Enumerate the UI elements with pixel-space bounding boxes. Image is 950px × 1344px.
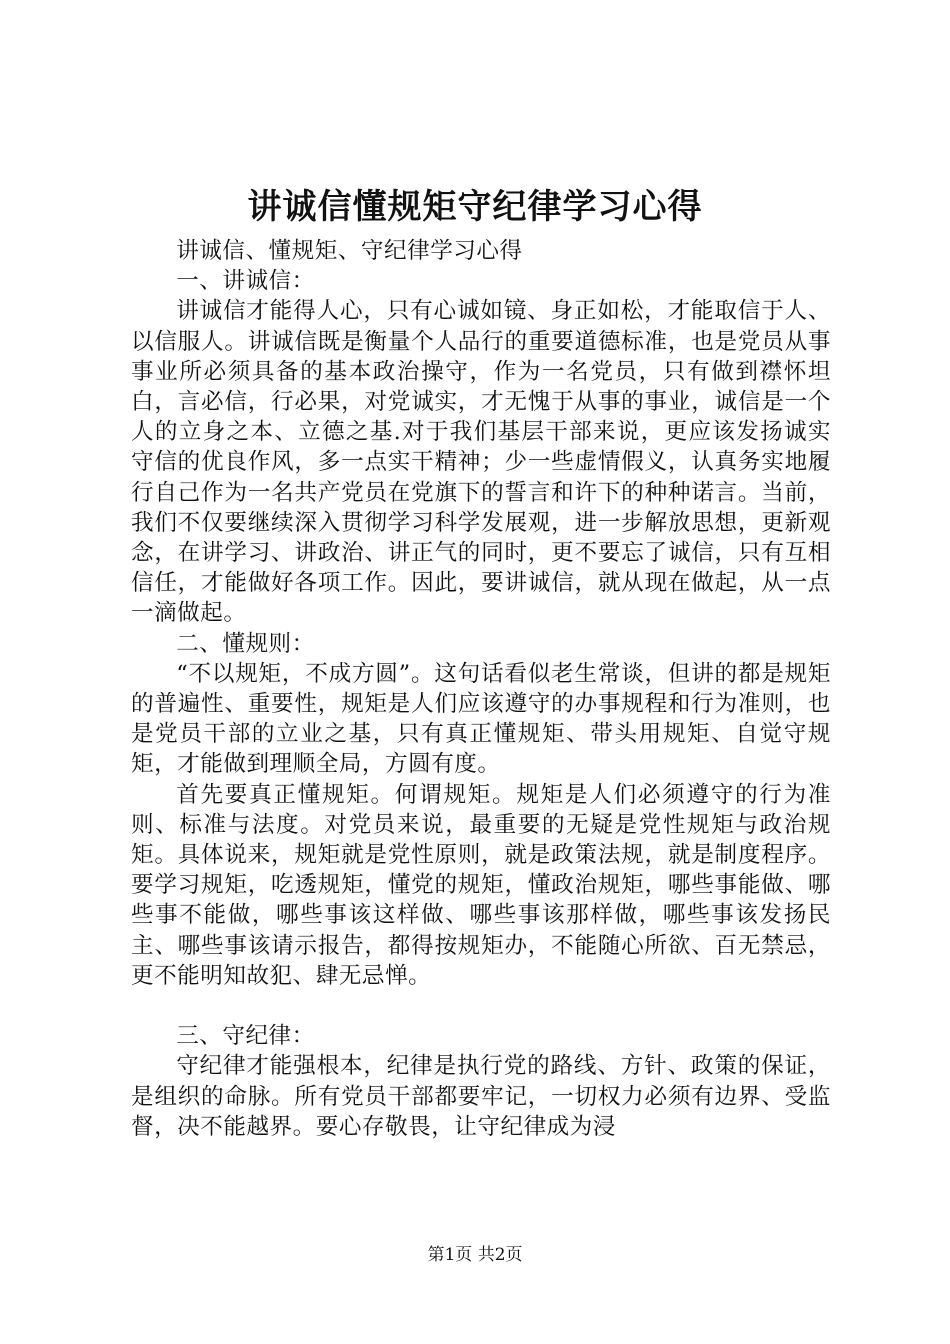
section-heading-3: 三、守纪律： (176, 1023, 315, 1050)
body-paragraph: “不以规矩，不成方圆”。这句话看似老生常谈，但讲的都是规矩的普遍性、重要性，规矩是人们应该遵守的办事规程和行为准则，也是党员干部的立业之基，只有真正懂规矩、带头用规矩、自觉守规矩，才能做到理顺全局，方圆有度。 (131, 660, 831, 778)
page-footer: 第1页 共2页 (427, 1245, 523, 1265)
blank-line (131, 991, 831, 1021)
section-heading-2: 二、懂规则： (176, 630, 315, 657)
document-title: 讲诚信懂规矩守纪律学习心得 (247, 187, 703, 227)
body-paragraph: 守纪律才能强根本，纪律是执行党的路线、方针、政策的保证，是组织的命脉。所有党员干部都要牢记，一切权力必须有边界、受监督，决不能越界。要心存敬畏，让守纪律成为浸 (131, 1053, 831, 1140)
document-body (131, 236, 831, 1142)
body-paragraph: 讲诚信才能得人心，只有心诚如镜、身正如松，才能取信于人、以信服人。讲诚信既是衡量个人品行的重要道德标准，也是党员从事事业所必须具备的基本政治操守，作为一名党员，只有做到襟怀坦白，言必信，行必果，对党诚实，才无愧于从事的事业，诚信是一个人的立身之本、立德之基.对于我们基层干部来说，更应该发扬诚实守信的优良作风，多一点实干精神；少一些虚情假义，认真务实地履行自己作为一名共产党员在党旗下的誓言和许下的种种诺言。当前，我们不仅要继续深入贯彻学习科学发展观，进一步解放思想，更新观念，在讲学习、讲政治、讲正气的同时，更不要忘了诚信，只有互相信任，才能做好各项工作。因此，要讲诚信，就从现在做起，从一点一滴做起。 (131, 298, 831, 627)
subtitle-paragraph: 讲诚信、懂规矩、守纪律学习心得 (176, 238, 523, 264)
body-paragraph: 首先要真正懂规矩。何谓规矩。规矩是人们必须遵守的行为准则、标准与法度。对党员来说，最重要的无疑是党性规矩与政治规矩。具体说来，规矩就是党性原则，就是政策法规，就是制度程序。要学习规矩，吃透规矩，懂党的规矩，懂政治规矩，哪些事能做、哪些事不能做，哪些事该这样做、哪些事该那样做，哪些事该发扬民主、哪些事该请示报告，都得按规矩办，不能随心所欲、百无禁忌，更不能明知故犯、肆无忌惮。 (131, 781, 831, 989)
section-heading-1: 一、讲诚信： (176, 268, 315, 295)
